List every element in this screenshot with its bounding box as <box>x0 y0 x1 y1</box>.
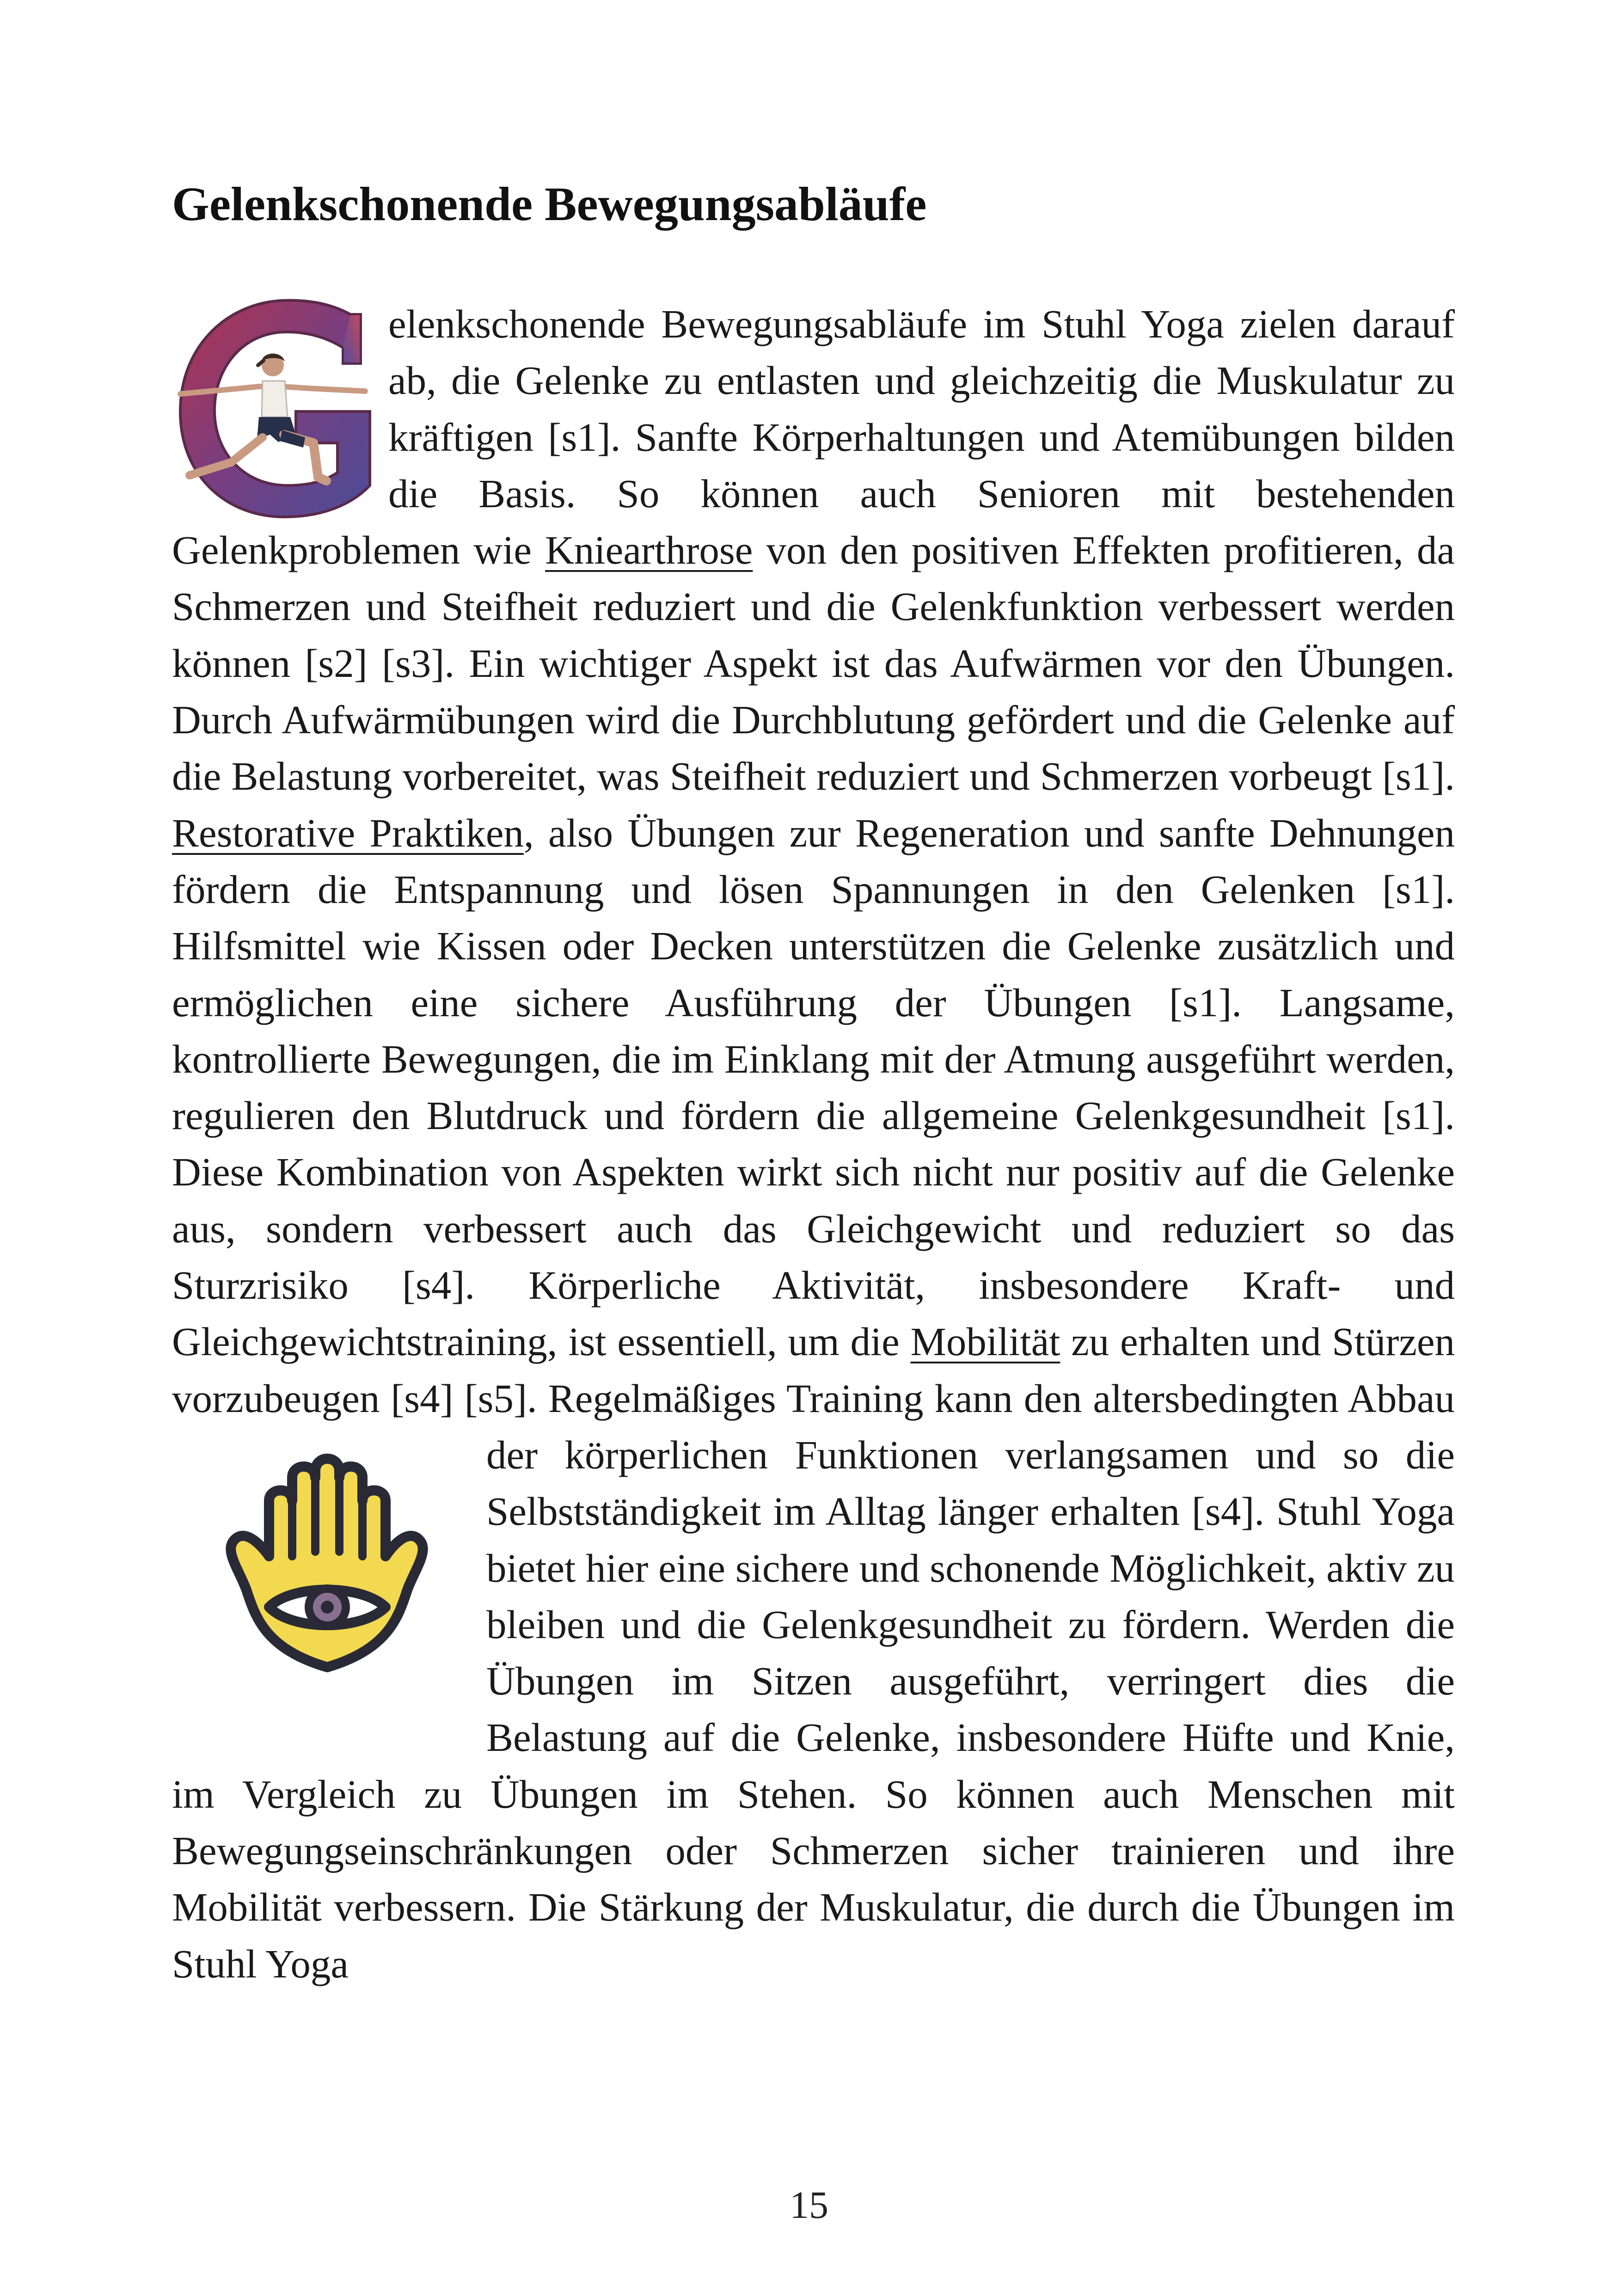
paragraph-text-4: zu erhalten und Stürzen vorzubeugen [s4] [s5]. Regelmäßiges Training kann den altersbedingten Abbau der <box>172 1319 1455 1477</box>
section-heading: Gelenkschonende Bewegungsabläufe <box>172 178 927 231</box>
body-text <box>172 296 1455 1992</box>
link-restorative-praktiken[interactable]: Restorative Praktiken <box>172 810 524 855</box>
hamsa-hand-eye-icon <box>214 1450 463 1686</box>
yoga-warrior-pose-figure-icon <box>171 296 388 522</box>
link-mobilitaet[interactable]: Mobilität <box>910 1319 1060 1364</box>
paragraph-text-2: von den positiven Effekten profitieren, da Schmerzen und Steifheit reduziert und die Gelenkfunktion verbessert werden können [s2] [s3]. Ein wichtiger Aspekt ist das Aufwärmen vor den Übungen. Durch Aufwärmübungen wird die Durchblutung gefördert und die Gelenke auf die Belastung vorbereitet, was Steifheit reduziert und Schmerzen vorbeugt [s1]. <box>172 528 1455 799</box>
page-number: 15 <box>790 2184 828 2227</box>
paragraph-text-3: , also Übungen zur Regeneration und sanfte Dehnungen fördern die Entspannung und lösen Spannungen in den Gelenken [s1]. Hilfsmittel wie Kissen oder Decken unterstützen die Gelenke zusätzlich und ermöglichen eine sichere Ausführung der Übungen [s1]. Langsame, kontrollierte Bewegungen, die im Einklang mit der Atmung ausgeführt werden, regulieren den Blutdruck und fördern die allgemeine Gelenkgesundheit [s1]. Diese Kombination von Aspekten wirkt sich nicht nur positiv auf die Gelenke aus, sondern verbessert auch das Gleichgewicht und reduziert so das Sturzrisiko [s4]. Körperliche Aktivität, insbesondere Kraft- und Gleichgewichtstraining, ist essentiell, um die <box>172 810 1455 1364</box>
paragraph-text-1: elenkschonende Bewegungsabläufe im Stuhl Yoga zielen darauf ab, die Gelenke zu entlasten und gleichzeitig die Muskulatur zu kräftigen [s1]. Sanfte Körperhaltungen und Atemübungen bilden die Basis. So können auch Senioren mit bestehenden Gelenkproblemen wie <box>172 301 1455 573</box>
paragraph-text-4-continued: körperlichen Funktionen verlangsamen und so die Selbstständigkeit im Alltag länger erhalten [s4]. Stuhl Yoga bietet hier eine sichere und schonende Möglichkeit, aktiv zu bleiben und die Gelenkgesundheit zu fördern. Werden die Übungen im Sitzen ausgeführt, verringert dies die Belastung auf die Gelenke, insbesondere Hüfte und Knie, im Vergleich zu Übungen im Stehen. So können auch Menschen mit Bewegungseinschränkungen oder Schmerzen sicher trainieren und ihre Mobilität verbessern. Die Stärkung der Muskulatur, die durch die Übungen im Stuhl Yoga <box>172 1432 1455 1986</box>
link-kniearthrose[interactable]: Kniearthrose <box>545 528 753 573</box>
dropcap-g <box>171 296 388 522</box>
hamsa-image <box>172 1427 486 1723</box>
